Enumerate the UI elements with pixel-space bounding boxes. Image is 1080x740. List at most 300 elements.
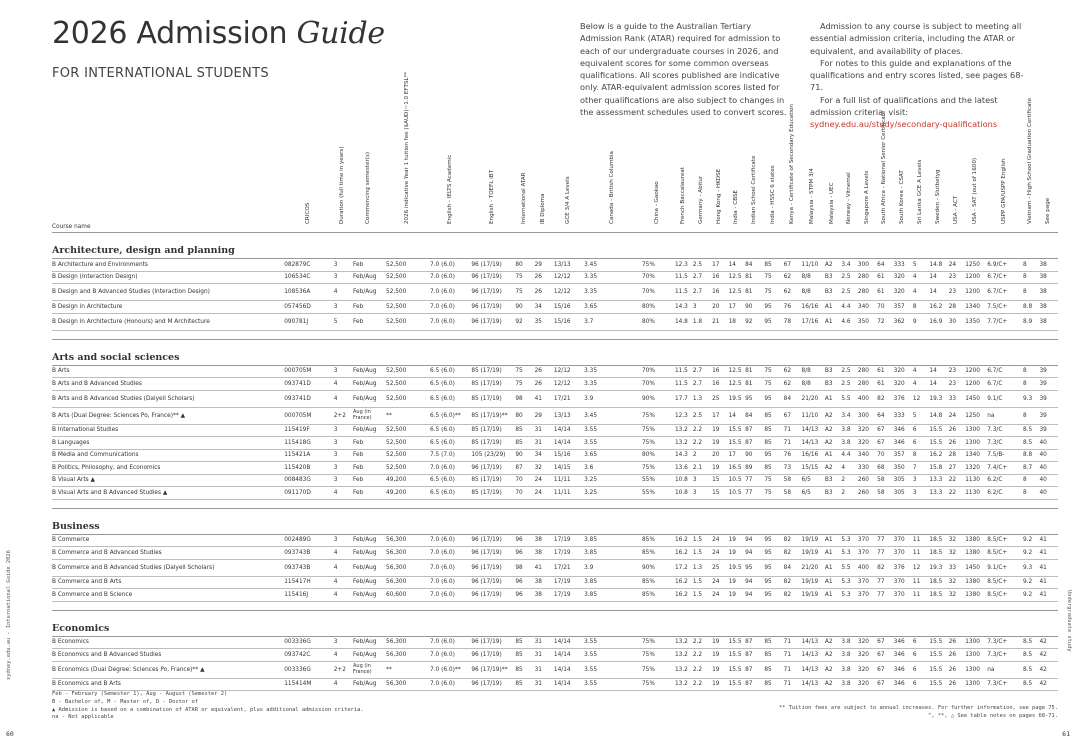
table-cell: 108536A — [283, 284, 333, 301]
table-cell: 20 — [711, 449, 728, 462]
table-cell: 19 — [728, 547, 745, 560]
table-cell: 7.0 (6.0) — [429, 636, 470, 649]
column-header — [429, 144, 470, 233]
table-cell: 58 — [783, 474, 801, 487]
table-cell: 71 — [783, 678, 801, 691]
table-cell: 320 — [857, 661, 876, 678]
table-cell: 23 — [948, 378, 965, 391]
table-cell: 4 — [333, 547, 352, 560]
table-cell: 82 — [783, 589, 801, 602]
table-row — [52, 534, 1058, 547]
table-cell: 85 (17/19) — [470, 474, 514, 487]
table-cell: 55% — [641, 487, 674, 500]
table-cell: 95 — [763, 589, 782, 602]
table-cell: 71 — [783, 649, 801, 662]
course-name-cell: B Economics — [52, 636, 283, 649]
table-cell: 14 — [728, 259, 745, 272]
column-header-label: South Korea - CSAT — [899, 170, 906, 224]
table-cell: 370 — [893, 589, 912, 602]
table-cell: 72 — [876, 313, 893, 330]
table-cell: 11/10 — [801, 407, 824, 424]
table-cell: 39 — [1038, 424, 1058, 437]
table-cell: 16/16 — [801, 301, 824, 314]
table-cell: 7.0 (6.0) — [429, 313, 470, 330]
table-cell: 39 — [1038, 378, 1058, 391]
table-cell: 82 — [783, 547, 801, 560]
table-cell: 26 — [948, 649, 965, 662]
table-cell: 3.85 — [583, 589, 641, 602]
table-cell: 12/12 — [553, 365, 583, 378]
column-header — [893, 144, 912, 233]
table-row — [52, 301, 1058, 314]
table-cell: 28 — [948, 449, 965, 462]
table-cell: 7.0 (6.0)** — [429, 661, 470, 678]
table-cell: 85 — [514, 424, 533, 437]
table-cell: 52,500 — [385, 259, 429, 272]
table-cell: 6 — [912, 424, 929, 437]
column-header — [912, 144, 929, 233]
column-header-label: Canada - British Columbia — [609, 151, 616, 224]
table-cell: 15/16 — [553, 449, 583, 462]
table-cell: 29 — [534, 259, 553, 272]
table-cell: 85 (17/19) — [470, 365, 514, 378]
table-cell: 1450 — [964, 390, 986, 407]
table-row — [52, 576, 1058, 589]
table-cell: 17.2 — [674, 559, 692, 576]
table-cell: 96 (17/19) — [470, 462, 514, 475]
table-cell: 26 — [948, 661, 965, 678]
table-cell: 7.0 (6.0) — [429, 271, 470, 284]
table-cell: 7.0 (6.0) — [429, 284, 470, 301]
column-header — [986, 144, 1022, 233]
course-name-cell: B Languages — [52, 437, 283, 450]
table-cell: 19 — [711, 678, 728, 691]
course-name-cell: B Architecture and Environments — [52, 259, 283, 272]
table-cell: 1250 — [964, 259, 986, 272]
table-cell: 67 — [783, 407, 801, 424]
column-header-label: IB Diploma — [540, 193, 547, 224]
table-cell: 093741D — [283, 378, 333, 391]
table-cell: 4 — [912, 271, 929, 284]
table-cell: A1 — [824, 547, 841, 560]
table-cell: 6.7/C+ — [986, 271, 1022, 284]
table-cell: 71 — [783, 636, 801, 649]
table-cell: 85 — [763, 649, 782, 662]
section-title: Arts and social sciences — [52, 339, 1058, 365]
table-cell: 12/12 — [553, 284, 583, 301]
table-cell: 14.3 — [674, 449, 692, 462]
table-cell: 84 — [783, 390, 801, 407]
table-cell: 300 — [857, 407, 876, 424]
table-cell: 85 (17/19) — [470, 378, 514, 391]
table-cell: 5.5 — [840, 559, 857, 576]
table-cell: 1.5 — [692, 589, 711, 602]
table-cell: 41 — [534, 390, 553, 407]
table-cell: 3 — [912, 487, 929, 500]
table-cell: 6/5 — [801, 487, 824, 500]
page-number-left: 60 — [6, 730, 14, 738]
table-cell: 3.8 — [840, 636, 857, 649]
table-cell: 94 — [744, 589, 763, 602]
table-cell: 85 — [514, 661, 533, 678]
course-name-cell: B Arts (Dual Degree: Sciences Po, France)** ▲ — [52, 407, 283, 424]
column-header-course-name: Course name — [52, 144, 283, 233]
table-cell: A2 — [824, 678, 841, 691]
table-cell: Feb/Aug — [352, 576, 385, 589]
table-cell: 22 — [948, 487, 965, 500]
table-cell: 1.3 — [692, 390, 711, 407]
table-cell: Feb/Aug — [352, 649, 385, 662]
table-cell: 17 — [711, 407, 728, 424]
table-cell: 29 — [534, 407, 553, 424]
table-cell: 5.3 — [840, 589, 857, 602]
footnotes-left — [52, 691, 364, 722]
table-cell: na — [986, 661, 1022, 678]
table-cell: 96 — [514, 547, 533, 560]
table-cell: 19 — [711, 437, 728, 450]
footnote: B - Bachelor of, M - Master of, D - Doctor of — [52, 698, 199, 705]
table-cell: 61 — [876, 378, 893, 391]
table-cell: 33 — [948, 559, 965, 576]
course-name-cell: B International Studies — [52, 424, 283, 437]
table-cell: 95 — [763, 390, 782, 407]
column-header-label: English - TOEFL iBT — [489, 169, 496, 224]
table-cell: 80% — [641, 449, 674, 462]
table-cell: 25 — [711, 390, 728, 407]
table-cell: 6.9/C+ — [986, 259, 1022, 272]
page-subtitle: FOR INTERNATIONAL STUDENTS — [52, 66, 269, 81]
table-cell: 71 — [783, 424, 801, 437]
table-cell: 70 — [876, 301, 893, 314]
section-spacer — [52, 330, 1058, 339]
table-cell: 1300 — [964, 678, 986, 691]
table-cell: Feb/Aug — [352, 424, 385, 437]
table-cell: 000705M — [283, 365, 333, 378]
table-cell: 70 — [514, 474, 533, 487]
table-cell: 3.7 — [583, 313, 641, 330]
table-cell: 6.5 (6.0) — [429, 437, 470, 450]
column-header-label: GCE 3/4 A Levels — [565, 176, 571, 224]
table-cell: 7.5/B- — [986, 449, 1022, 462]
table-cell: 31 — [534, 424, 553, 437]
table-cell: 15 — [711, 487, 728, 500]
table-cell: 9.2 — [1022, 534, 1039, 547]
table-cell: 56,300 — [385, 547, 429, 560]
course-name-cell: B Commerce — [52, 534, 283, 547]
table-cell: 95 — [763, 576, 782, 589]
qualifications-link[interactable]: sydney.edu.au/study/secondary-qualifications — [810, 119, 998, 130]
footnotes-right — [779, 705, 1058, 721]
table-cell: 56,300 — [385, 649, 429, 662]
table-row — [52, 678, 1058, 691]
table-cell: 96 (17/19) — [470, 534, 514, 547]
table-row — [52, 487, 1058, 500]
table-cell: 370 — [893, 534, 912, 547]
table-cell: 19 — [728, 534, 745, 547]
table-cell: A1 — [824, 449, 841, 462]
table-cell: 81 — [744, 378, 763, 391]
table-cell: 90 — [514, 449, 533, 462]
table-cell: 2.5 — [692, 259, 711, 272]
table-cell: 17 — [728, 301, 745, 314]
table-cell: 52,500 — [385, 462, 429, 475]
table-cell: 96 (17/19) — [470, 559, 514, 576]
table-cell: 3.35 — [583, 284, 641, 301]
table-cell: 2+2 — [333, 661, 352, 678]
table-cell: 20 — [711, 301, 728, 314]
table-cell: 8 — [1022, 487, 1039, 500]
table-cell: A1 — [824, 559, 841, 576]
table-cell: 25 — [711, 559, 728, 576]
table-cell: 1380 — [964, 547, 986, 560]
table-cell: 3 — [692, 301, 711, 314]
table-cell: 2 — [840, 487, 857, 500]
table-cell: 3.8 — [840, 437, 857, 450]
table-cell: 19 — [711, 661, 728, 678]
table-cell: 77 — [876, 547, 893, 560]
table-cell: 8 — [912, 449, 929, 462]
section-spacer — [52, 499, 1058, 508]
table-cell: 18.5 — [928, 534, 947, 547]
table-cell: 95 — [763, 449, 782, 462]
column-header — [711, 144, 728, 233]
table-cell: 52,500 — [385, 390, 429, 407]
table-cell: 5.3 — [840, 547, 857, 560]
table-cell: Feb/Aug — [352, 390, 385, 407]
table-cell: 71 — [783, 437, 801, 450]
table-cell: 82 — [783, 534, 801, 547]
course-name-cell: B Politics, Philosophy, and Economics — [52, 462, 283, 475]
table-cell: 52,500 — [385, 424, 429, 437]
table-cell: 42 — [1038, 636, 1058, 649]
table-cell: 98 — [514, 390, 533, 407]
table-cell: 17.7 — [674, 390, 692, 407]
course-name-cell: B Commerce and B Science — [52, 589, 283, 602]
column-header-label: Sweden - Slutbetyg — [935, 169, 942, 224]
table-cell: 67 — [876, 636, 893, 649]
table-cell: 370 — [857, 534, 876, 547]
table-cell: 6/5 — [801, 474, 824, 487]
table-cell: B3 — [824, 378, 841, 391]
table-cell: 67 — [876, 437, 893, 450]
table-cell: 92 — [514, 313, 533, 330]
table-cell: 13.2 — [674, 661, 692, 678]
table-row — [52, 462, 1058, 475]
table-cell: 3.9 — [583, 559, 641, 576]
table-cell: Feb — [352, 462, 385, 475]
table-cell: 370 — [857, 589, 876, 602]
table-cell: 1300 — [964, 661, 986, 678]
table-cell: 3 — [692, 487, 711, 500]
table-header-row — [52, 144, 1058, 233]
table-cell: 090781J — [283, 313, 333, 330]
column-header — [333, 144, 352, 233]
table-cell: 4 — [333, 378, 352, 391]
table-cell: 42 — [1038, 678, 1058, 691]
table-cell: 3.8 — [840, 424, 857, 437]
table-cell: A1 — [824, 534, 841, 547]
table-cell: 35 — [534, 313, 553, 330]
table-cell: 6 — [912, 661, 929, 678]
table-cell: 19.3 — [928, 559, 947, 576]
column-header — [692, 144, 711, 233]
column-header-label: India - CBSE — [732, 189, 739, 224]
table-cell: 6 — [912, 437, 929, 450]
table-cell: 61 — [876, 284, 893, 301]
table-cell: 8 — [1022, 407, 1039, 424]
table-cell: 96 (17/19) — [470, 649, 514, 662]
table-cell: 12.3 — [674, 407, 692, 424]
table-cell: 3.55 — [583, 636, 641, 649]
table-cell: 4 — [333, 284, 352, 301]
table-cell: 70 — [514, 487, 533, 500]
table-cell: 333 — [893, 407, 912, 424]
table-cell: 85% — [641, 589, 674, 602]
table-cell: 4 — [333, 559, 352, 576]
table-cell: 52,500 — [385, 449, 429, 462]
column-header-label: USPP GPA/USPP English — [1001, 158, 1008, 224]
table-cell: 14/13 — [801, 437, 824, 450]
table-cell: 105 (23/29) — [470, 449, 514, 462]
table-cell: 8 — [1022, 259, 1039, 272]
table-cell: 85 — [763, 424, 782, 437]
table-cell: 3.55 — [583, 649, 641, 662]
table-cell: 12.3 — [674, 259, 692, 272]
table-cell: A1 — [824, 589, 841, 602]
table-cell: 16/16 — [801, 449, 824, 462]
table-cell: 2.7 — [692, 271, 711, 284]
table-cell: 95 — [763, 547, 782, 560]
table-cell: 94 — [744, 534, 763, 547]
table-cell: 350 — [893, 462, 912, 475]
table-cell: 11.5 — [674, 284, 692, 301]
table-cell: 4.6 — [840, 313, 857, 330]
table-cell: 15.5 — [728, 424, 745, 437]
table-cell: 7.7/C+ — [986, 313, 1022, 330]
table-cell: 13.2 — [674, 424, 692, 437]
table-cell: 11/10 — [801, 259, 824, 272]
section-header — [52, 508, 1058, 534]
table-cell: 8 — [1022, 271, 1039, 284]
table-cell: 75% — [641, 678, 674, 691]
table-cell: 320 — [893, 284, 912, 301]
table-cell: 9.2 — [1022, 576, 1039, 589]
table-cell: 3.85 — [583, 534, 641, 547]
table-cell: 5.3 — [840, 576, 857, 589]
table-cell: 1.5 — [692, 547, 711, 560]
course-name-cell: B Arts and B Advanced Studies — [52, 378, 283, 391]
table-cell: 26 — [948, 424, 965, 437]
section-header — [52, 339, 1058, 365]
table-cell: 96 — [514, 589, 533, 602]
column-header-label: USA - SAT (out of 1600) — [972, 157, 979, 224]
table-cell: 8.5 — [1022, 661, 1039, 678]
table-cell: 1.8 — [692, 313, 711, 330]
table-cell: 5 — [912, 407, 929, 424]
table-cell: B3 — [824, 474, 841, 487]
table-cell: 80% — [641, 301, 674, 314]
table-cell: 19.5 — [728, 559, 745, 576]
table-cell: 85 — [763, 636, 782, 649]
table-cell: 94 — [744, 547, 763, 560]
table-cell: 17/16 — [801, 313, 824, 330]
table-cell: 3 — [333, 462, 352, 475]
table-cell: 4.4 — [840, 301, 857, 314]
table-cell: 8.5 — [1022, 649, 1039, 662]
table-cell: 5 — [912, 259, 929, 272]
table-cell: 2.7 — [692, 284, 711, 301]
table-cell: Feb/Aug — [352, 534, 385, 547]
table-cell: 13.2 — [674, 636, 692, 649]
table-cell: 057456D — [283, 301, 333, 314]
table-cell: 24 — [711, 576, 728, 589]
table-cell: 8.8 — [1022, 301, 1039, 314]
table-cell: 39 — [1038, 407, 1058, 424]
table-cell: 38 — [534, 589, 553, 602]
table-cell: 19 — [711, 636, 728, 649]
table-cell: 260 — [857, 487, 876, 500]
column-header-label: Vietnam - High School Graduation Certificate — [1027, 97, 1034, 224]
table-cell: 96 — [514, 576, 533, 589]
table-cell: 41 — [1038, 589, 1058, 602]
table-cell: 19/19 — [801, 547, 824, 560]
table-cell: 1300 — [964, 424, 986, 437]
table-cell: A2 — [824, 424, 841, 437]
table-cell: 7.4/C+ — [986, 462, 1022, 475]
table-cell: 32 — [948, 547, 965, 560]
table-cell: 16 — [711, 378, 728, 391]
table-cell: 2.5 — [840, 365, 857, 378]
table-cell: 093741D — [283, 390, 333, 407]
table-cell: 19/19 — [801, 589, 824, 602]
table-cell: 3 — [333, 424, 352, 437]
table-cell: 96 (17/19) — [470, 313, 514, 330]
table-cell: 96 (17/19) — [470, 589, 514, 602]
table-cell: 94 — [744, 576, 763, 589]
column-header-label: Singapore A Levels — [863, 170, 870, 224]
table-cell: 96 (17/19) — [470, 576, 514, 589]
table-cell: 41 — [1038, 534, 1058, 547]
table-cell: 2.2 — [692, 437, 711, 450]
table-cell: 41 — [1038, 547, 1058, 560]
table-cell: A1 — [824, 313, 841, 330]
course-name-cell: B Design and B Advanced Studies (Interaction Design) — [52, 284, 283, 301]
table-row — [52, 437, 1058, 450]
table-cell: 75 — [514, 271, 533, 284]
table-cell: 38 — [534, 576, 553, 589]
table-cell: 003336G — [283, 661, 333, 678]
table-cell: Feb — [352, 487, 385, 500]
table-cell: 7.3/C — [986, 437, 1022, 450]
table-cell: 22 — [948, 474, 965, 487]
column-header — [470, 144, 514, 233]
table-cell: 67 — [876, 661, 893, 678]
table-cell: 11 — [912, 589, 929, 602]
table-cell: 8.5/C+ — [986, 576, 1022, 589]
table-cell: 31 — [534, 678, 553, 691]
table-cell: 92 — [744, 313, 763, 330]
table-cell: 370 — [893, 547, 912, 560]
table-cell: 85 — [763, 407, 782, 424]
table-cell: 6.5 (6.0) — [429, 487, 470, 500]
section-spacer-cell — [52, 330, 1058, 339]
table-cell: 320 — [857, 437, 876, 450]
table-cell: 19 — [728, 576, 745, 589]
table-cell: 85 — [763, 259, 782, 272]
column-header — [763, 144, 782, 233]
table-cell: 32 — [948, 589, 965, 602]
table-cell: 13.6 — [674, 462, 692, 475]
